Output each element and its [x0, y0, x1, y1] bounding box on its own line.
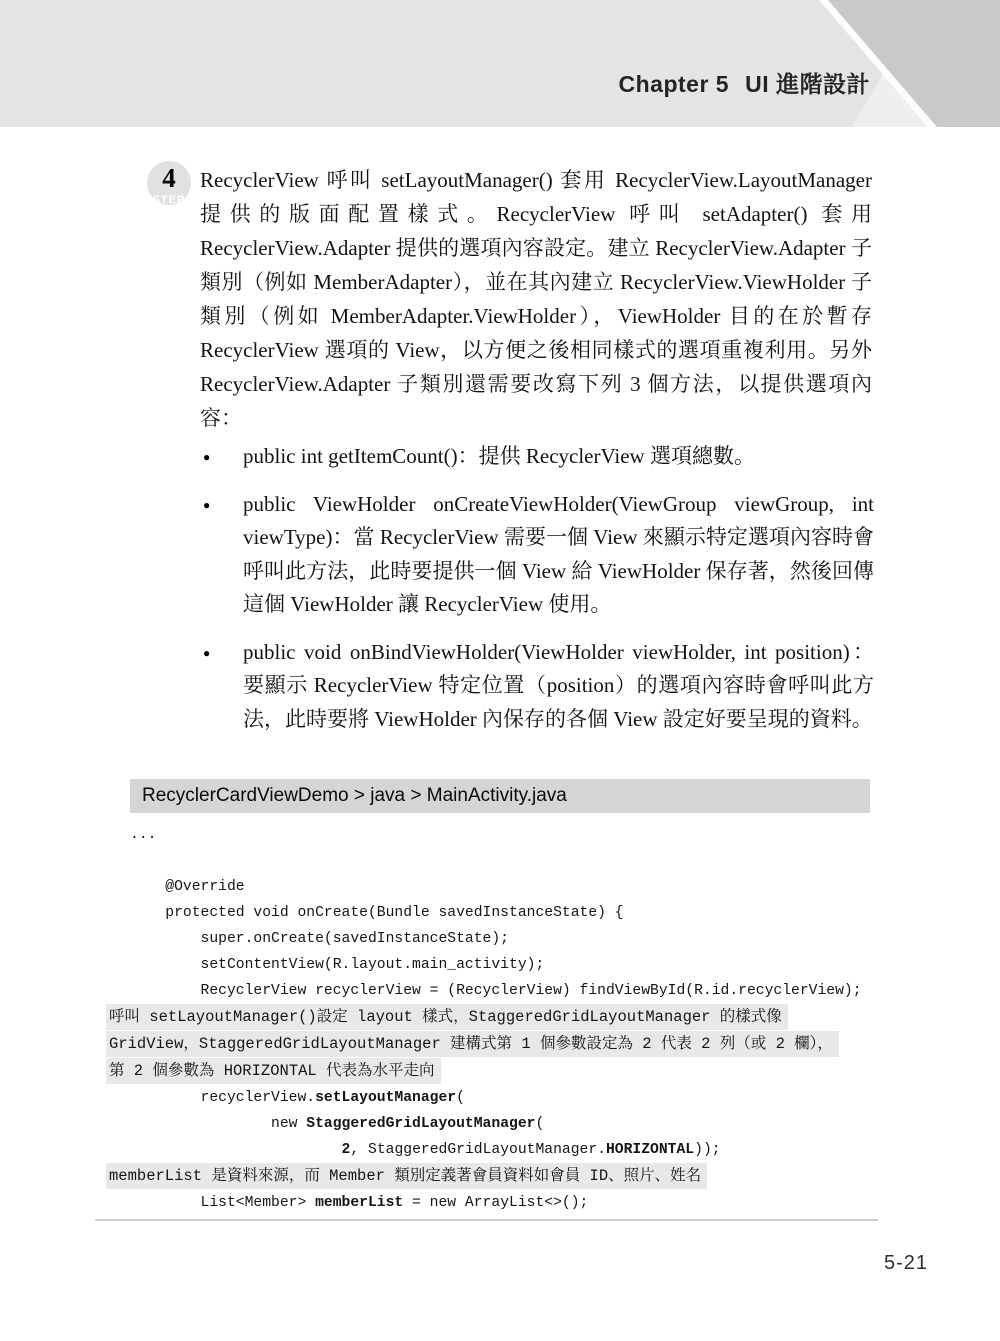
file-path-text: RecyclerCardViewDemo > java > MainActivity.java: [142, 785, 567, 806]
code-line: super.onCreate(savedInstanceState);: [130, 931, 509, 947]
code-annotation: memberList 是資料來源，而 Member 類別定義著會員資料如會員 ID、照片、姓名: [106, 1163, 707, 1189]
bullet-item-oncreateviewholder: ● public ViewHolder onCreateViewHolder(ViewGroup viewGroup, int viewType)：當 RecyclerView 需要一個 View 來顯示特定選項內容時會呼叫此方法，此時要提供一個 View 給 ViewHolder 保存著，然後回傳這個 ViewHolder 讓 RecyclerView 使用。: [200, 488, 874, 622]
step-paragraph: RecyclerView 呼叫 setLayoutManager() 套用 RecyclerView.LayoutManager 提供的版面配置樣式。RecyclerView 呼叫 setAdapter() 套用 RecyclerView.Adapter 提供的選項內容設定。建立 RecyclerView.Adapter 子類別（例如 MemberAdapter），並在其內建立 RecyclerView.ViewHolder 子類別（例如 MemberAdapter.ViewHolder），ViewHolder 目的在於暫存 RecyclerView 選項的 View，以方便之後相同樣式的選項重複利用。另外 RecyclerView.Adapter 子類別還需要改寫下列 3 個方法，以提供選項內容：: [200, 168, 872, 430]
code-line: List<Member> memberList = new ArrayList<>();: [130, 1195, 589, 1211]
step-badge: [147, 161, 191, 205]
code-line: 2, StaggeredGridLayoutManager.HORIZONTAL));: [341, 1142, 721, 1158]
code-annotation: 呼叫 setLayoutManager()設定 layout 樣式，StaggeredGridLayoutManager 的樣式像: [106, 1004, 788, 1030]
code-annotation: GridView，StaggeredGridLayoutManager 建構式第 1 個參數設定為 2 代表 2 列（或 2 欄），: [106, 1031, 839, 1057]
bullet-item-getitemcount: ● public int getItemCount()：提供 RecyclerView 選項總數。: [200, 440, 874, 474]
code-line: setContentView(R.layout.main_activity);: [130, 957, 545, 973]
page-number: 5-21: [884, 1252, 929, 1274]
page-header-band: [0, 0, 1000, 127]
chapter-title: UI 進階設計: [745, 71, 870, 97]
method-bullet-list: [200, 440, 874, 750]
bullet-item-onbindviewholder: ● public void onBindViewHolder(ViewHolder viewHolder, int position)：要顯示 RecyclerView 特定位置（position）的選項內容時會呼叫此方法，此時要將 ViewHolder 內保存的各個 View 設定好要呈現的資料。: [200, 636, 874, 737]
code-line: recyclerView.setLayoutManager(: [130, 1090, 465, 1106]
corner-dark-triangle-decoration: [0, 0, 1000, 127]
chapter-label: Chapter 5: [618, 71, 730, 97]
step-label: STEP: [152, 194, 186, 206]
file-path-bar: [130, 779, 870, 813]
code-line: protected void onCreate(Bundle savedInstanceState) {: [130, 905, 624, 921]
code-line: @Override: [130, 879, 245, 895]
code-line: ...: [130, 827, 157, 843]
code-line: RecyclerView recyclerView = (RecyclerView) findViewById(R.id.recyclerView);: [130, 983, 862, 999]
code-listing: [109, 822, 890, 1216]
step-number: 4: [162, 163, 176, 193]
chapter-heading: [619, 66, 870, 99]
code-annotation: 第 2 個參數為 HORIZONTAL 代表為水平走向: [106, 1058, 441, 1084]
bottom-divider: [95, 1219, 878, 1221]
code-line: new StaggeredGridLayoutManager(: [130, 1116, 545, 1132]
